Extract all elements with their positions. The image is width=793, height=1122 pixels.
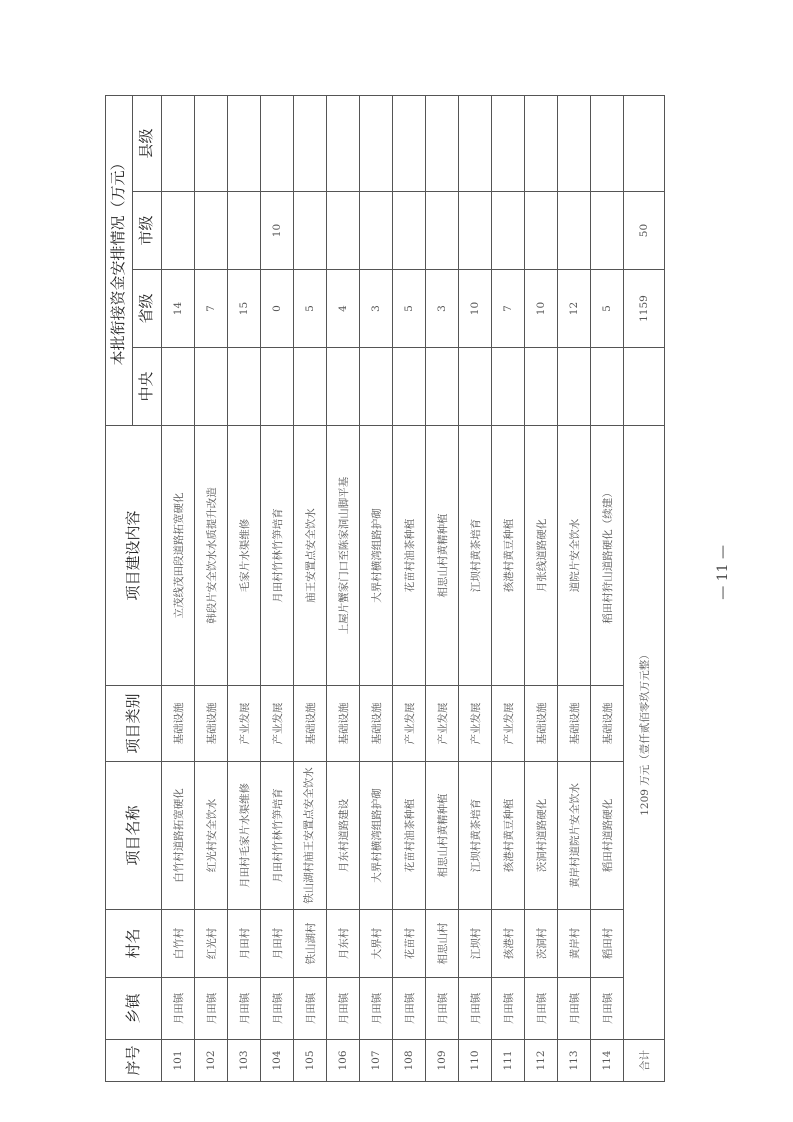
cell-city — [162, 192, 195, 270]
cell-content: 月田村竹林竹笋培育 — [261, 426, 294, 686]
cell-content: 相思山村黄精种植 — [426, 426, 459, 686]
total-amount-text: 1209 万元（壹仟贰佰零玖万元整） — [624, 426, 665, 1040]
table-row — [294, 95, 327, 1081]
cell-project-name: 月东村道路建设 — [327, 762, 360, 910]
cell-provincial: 10 — [525, 270, 558, 348]
cell-project-name: 茨洞村道路硬化 — [525, 762, 558, 910]
funding-plan-table — [105, 95, 665, 1082]
cell-central — [591, 348, 624, 426]
cell-county — [459, 95, 492, 191]
cell-seq: 101 — [162, 1040, 195, 1082]
cell-town: 月田镇 — [294, 978, 327, 1040]
header-row-1 — [106, 95, 133, 1081]
cell-project-name: 孩港村黄豆种植 — [492, 762, 525, 910]
cell-content: 庙王安置点安全饮水 — [294, 426, 327, 686]
cell-seq: 110 — [459, 1040, 492, 1082]
header-village: 村名 — [106, 910, 162, 978]
table-row — [492, 95, 525, 1081]
cell-village: 花苗村 — [393, 910, 426, 978]
cell-central — [327, 348, 360, 426]
cell-provincial: 5 — [393, 270, 426, 348]
cell-town: 月田镇 — [195, 978, 228, 1040]
cell-central — [228, 348, 261, 426]
cell-town: 月田镇 — [459, 978, 492, 1040]
header-category: 项目类别 — [106, 686, 162, 762]
cell-provincial: 14 — [162, 270, 195, 348]
cell-category: 产业发展 — [393, 686, 426, 762]
cell-county — [558, 95, 591, 191]
cell-village: 月田村 — [228, 910, 261, 978]
cell-project-name: 月田村毛家片水渠维修 — [228, 762, 261, 910]
cell-category: 基础设施 — [360, 686, 393, 762]
cell-town: 月田镇 — [492, 978, 525, 1040]
table-row — [162, 95, 195, 1081]
cell-city: 10 — [261, 192, 294, 270]
cell-category: 产业发展 — [261, 686, 294, 762]
cell-content: 毛家片水渠维修 — [228, 426, 261, 686]
cell-town: 月田镇 — [261, 978, 294, 1040]
total-label: 合计 — [624, 1040, 665, 1082]
cell-provincial: 7 — [492, 270, 525, 348]
cell-provincial: 15 — [228, 270, 261, 348]
cell-project-name: 花苗村油茶种植 — [393, 762, 426, 910]
cell-provincial: 5 — [591, 270, 624, 348]
cell-category: 基础设施 — [327, 686, 360, 762]
table-row — [459, 95, 492, 1081]
cell-central — [162, 348, 195, 426]
cell-village: 白竹村 — [162, 910, 195, 978]
cell-project-name: 月田村竹林竹笋培育 — [261, 762, 294, 910]
cell-provincial: 12 — [558, 270, 591, 348]
cell-category: 基础设施 — [195, 686, 228, 762]
cell-project-name: 红光村安全饮水 — [195, 762, 228, 910]
cell-seq: 107 — [360, 1040, 393, 1082]
header-city: 市级 — [133, 192, 162, 270]
cell-town: 月田镇 — [558, 978, 591, 1040]
page-number: — 11 — — [715, 545, 731, 600]
cell-village: 江坝村 — [459, 910, 492, 978]
table-row — [591, 95, 624, 1081]
cell-village: 月东村 — [327, 910, 360, 978]
cell-seq: 109 — [426, 1040, 459, 1082]
cell-seq: 106 — [327, 1040, 360, 1082]
cell-city — [294, 192, 327, 270]
cell-city — [360, 192, 393, 270]
table-row — [360, 95, 393, 1081]
cell-county — [360, 95, 393, 191]
rotated-table-wrapper — [105, 96, 679, 1082]
cell-village: 茨洞村 — [525, 910, 558, 978]
cell-content: 韩段片安全饮水水质提升改造 — [195, 426, 228, 686]
cell-seq: 103 — [228, 1040, 261, 1082]
header-project-name: 项目名称 — [106, 762, 162, 910]
cell-category: 产业发展 — [426, 686, 459, 762]
cell-central — [525, 348, 558, 426]
cell-village: 黄岸村 — [558, 910, 591, 978]
table-row — [525, 95, 558, 1081]
cell-county — [162, 95, 195, 191]
cell-seq: 111 — [492, 1040, 525, 1082]
header-seq: 序号 — [106, 1040, 162, 1082]
cell-village: 月田村 — [261, 910, 294, 978]
cell-central — [459, 348, 492, 426]
header-county: 县级 — [133, 95, 162, 191]
table-row — [327, 95, 360, 1081]
cell-county — [525, 95, 558, 191]
cell-content: 大界村横湾组路护砌 — [360, 426, 393, 686]
cell-village: 红光村 — [195, 910, 228, 978]
cell-city — [591, 192, 624, 270]
cell-category: 产业发展 — [459, 686, 492, 762]
table-row — [195, 95, 228, 1081]
cell-project-name: 白竹村道路拓宽硬化 — [162, 762, 195, 910]
cell-county — [591, 95, 624, 191]
cell-city — [393, 192, 426, 270]
cell-town: 月田镇 — [426, 978, 459, 1040]
header-content: 项目建设内容 — [106, 426, 162, 686]
cell-county — [492, 95, 525, 191]
cell-town: 月田镇 — [360, 978, 393, 1040]
total-city: 50 — [624, 192, 665, 270]
total-county — [624, 95, 665, 191]
cell-central — [195, 348, 228, 426]
cell-content: 道院片安全饮水 — [558, 426, 591, 686]
header-provincial: 省级 — [133, 270, 162, 348]
cell-town: 月田镇 — [162, 978, 195, 1040]
cell-category: 基础设施 — [162, 686, 195, 762]
cell-county — [294, 95, 327, 191]
cell-category: 产业发展 — [492, 686, 525, 762]
cell-provincial: 4 — [327, 270, 360, 348]
cell-central — [558, 348, 591, 426]
cell-provincial: 3 — [426, 270, 459, 348]
cell-seq: 108 — [393, 1040, 426, 1082]
cell-city — [228, 192, 261, 270]
cell-village: 大界村 — [360, 910, 393, 978]
cell-city — [558, 192, 591, 270]
cell-central — [492, 348, 525, 426]
cell-county — [261, 95, 294, 191]
cell-provincial: 3 — [360, 270, 393, 348]
cell-village: 稻田村 — [591, 910, 624, 978]
cell-project-name: 相思山村黄精种植 — [426, 762, 459, 910]
table-row — [228, 95, 261, 1081]
cell-category: 基础设施 — [558, 686, 591, 762]
header-central: 中央 — [133, 348, 162, 426]
table-body — [162, 95, 624, 1081]
cell-town: 月田镇 — [525, 978, 558, 1040]
cell-village: 相思山村 — [426, 910, 459, 978]
cell-project-name: 黄岸村道院片安全饮水 — [558, 762, 591, 910]
table-row — [393, 95, 426, 1081]
cell-content: 上屋片蟹家门口至陈家洞山脚平基 — [327, 426, 360, 686]
cell-content: 月张线道路硬化 — [525, 426, 558, 686]
cell-city — [459, 192, 492, 270]
total-central — [624, 348, 665, 426]
cell-seq: 102 — [195, 1040, 228, 1082]
cell-village: 铁山湖村 — [294, 910, 327, 978]
cell-city — [525, 192, 558, 270]
cell-category: 基础设施 — [294, 686, 327, 762]
cell-county — [426, 95, 459, 191]
header-town: 乡镇 — [106, 978, 162, 1040]
cell-town: 月田镇 — [228, 978, 261, 1040]
cell-central — [426, 348, 459, 426]
cell-county — [393, 95, 426, 191]
cell-county — [195, 95, 228, 191]
cell-content: 立茂线茂田段道路拓宽硬化 — [162, 426, 195, 686]
cell-central — [261, 348, 294, 426]
cell-provincial: 10 — [459, 270, 492, 348]
total-row — [624, 95, 665, 1081]
cell-county — [327, 95, 360, 191]
table-row — [261, 95, 294, 1081]
cell-provincial: 5 — [294, 270, 327, 348]
cell-category: 基础设施 — [525, 686, 558, 762]
cell-content: 稻田村狩山道路硬化（续建） — [591, 426, 624, 686]
cell-seq: 114 — [591, 1040, 624, 1082]
cell-seq: 105 — [294, 1040, 327, 1082]
cell-city — [195, 192, 228, 270]
header-funds-group: 本批衔接资金安排情况（万元） — [106, 95, 133, 425]
cell-project-name: 江坝村黄茶培育 — [459, 762, 492, 910]
cell-county — [228, 95, 261, 191]
table-row — [426, 95, 459, 1081]
cell-seq: 112 — [525, 1040, 558, 1082]
cell-project-name: 大界村横湾组路护砌 — [360, 762, 393, 910]
cell-seq: 104 — [261, 1040, 294, 1082]
cell-town: 月田镇 — [591, 978, 624, 1040]
cell-city — [327, 192, 360, 270]
cell-content: 花苗村油茶种植 — [393, 426, 426, 686]
cell-village: 孩港村 — [492, 910, 525, 978]
cell-central — [360, 348, 393, 426]
cell-provincial: 7 — [195, 270, 228, 348]
cell-project-name: 稻田村道路硬化 — [591, 762, 624, 910]
cell-city — [426, 192, 459, 270]
cell-seq: 113 — [558, 1040, 591, 1082]
cell-central — [393, 348, 426, 426]
cell-project-name: 铁山湖村庙王安置点安全饮水 — [294, 762, 327, 910]
total-provincial: 1159 — [624, 270, 665, 348]
cell-category: 产业发展 — [228, 686, 261, 762]
cell-category: 基础设施 — [591, 686, 624, 762]
cell-central — [294, 348, 327, 426]
cell-provincial: 0 — [261, 270, 294, 348]
cell-city — [492, 192, 525, 270]
cell-content: 孩港村黄豆种植 — [492, 426, 525, 686]
cell-content: 江坝村黄茶培育 — [459, 426, 492, 686]
cell-town: 月田镇 — [393, 978, 426, 1040]
table-row — [558, 95, 591, 1081]
cell-town: 月田镇 — [327, 978, 360, 1040]
